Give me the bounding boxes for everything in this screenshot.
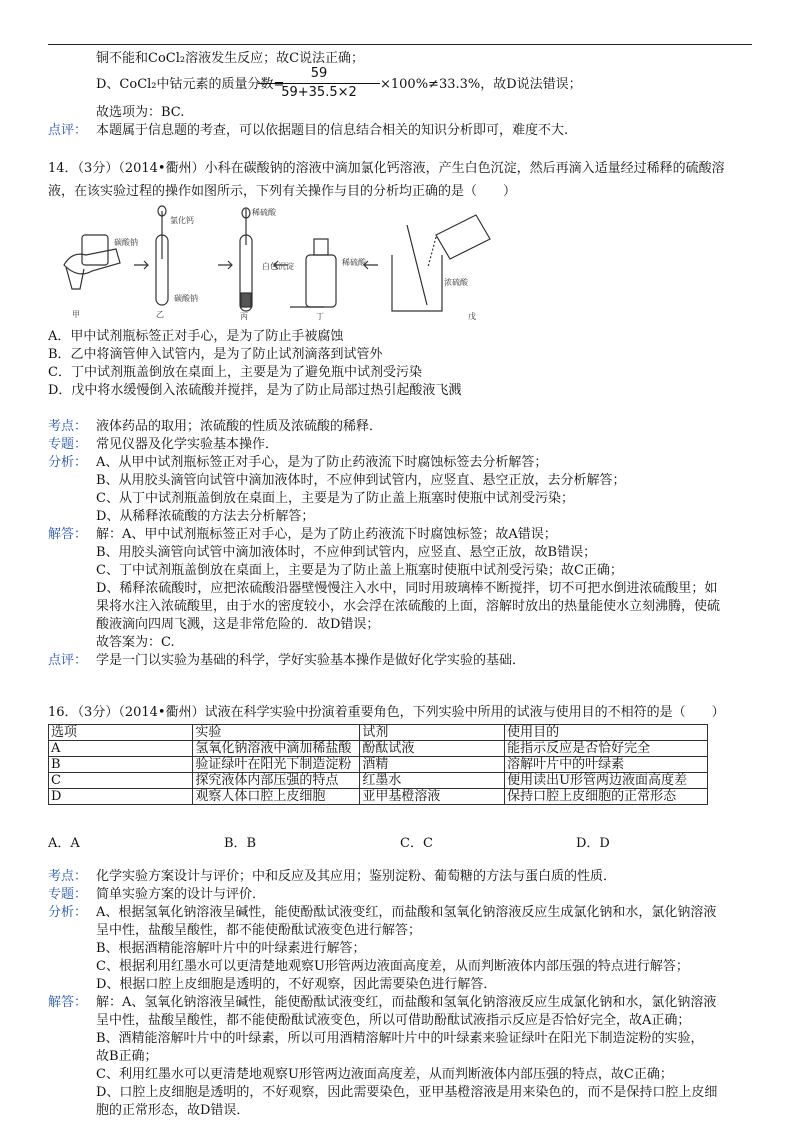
q16-jd-2: 呈中性，盐酸呈酸性，都不能使酚酞试液变色，所以可借助酚酞试液指示反应是否恰好完全，故A正确； [96, 1013, 691, 1028]
table-cell: 溶解叶片中的叶绿素 [505, 757, 708, 773]
table-cell: 试剂 [360, 725, 505, 741]
q14-jd-4: D、稀释浓硫酸时，应把浓硫酸沿器壁慢慢注入水中，同时用玻璃棒不断搅拌，切不可把水倒进浓硫酸里；如 [96, 581, 718, 596]
table-cell: 保持口腔上皮细胞的正常形态 [505, 789, 708, 805]
fig-label-conc: 浓硫酸 [444, 278, 468, 287]
q16-jd-3: B、酒精能溶解叶片中的叶绿素，所以可用酒精溶解叶片中的叶绿素来验证绿叶在阳光下制造淀粉的实验， [96, 1031, 704, 1046]
q16-zt-label: 专题： [48, 887, 88, 902]
q13-comment: 本题属于信息题的考查，可以依据题目的信息结合相关的知识分析即可，难度不大. [96, 123, 569, 138]
q14-jd-5: 果将水注入浓硫酸里，由于水的密度较小，水会浮在浓硫酸的上面，溶解时放出的热量能使水立刻沸腾，使硫 [96, 599, 721, 614]
q16-answer-c: C．C [400, 836, 433, 851]
q14-option-b: B．乙中将滴管伸入试管内，是为了防止试剂滴落到试管外 [48, 347, 383, 362]
q16-jd-7: 胞的正常形态，故D错误． [96, 1103, 250, 1118]
table-cell: 观察人体口腔上皮细胞 [193, 789, 360, 805]
q14-fx-label: 分析： [48, 455, 88, 470]
table-cell: 验证绿叶在阳光下制造淀粉 [193, 757, 360, 773]
q16-jd-4: 故B正确； [96, 1049, 158, 1064]
table-cell: 探究液体内部压强的特点 [193, 773, 360, 789]
q14-option-d: D．戊中将水缓慢倒入浓硫酸并搅拌，是为了防止局部过热引起酸液飞溅 [48, 383, 462, 398]
q13-comment-label: 点评： [48, 123, 88, 138]
q16-fx-4: C、根据利用红墨水可以更清楚地观察U形管两边液面高度差，从而判断液体内部压强的特点进行解答； [96, 959, 689, 974]
q14-kd: 液体药品的取用；浓硫酸的性质及浓硫酸的稀释． [96, 419, 383, 434]
table-cell: 酒精 [360, 757, 505, 773]
fig-label-precip: 白色沉淀 [262, 262, 294, 271]
table-cell: D [49, 789, 193, 805]
table-cell: 实验 [193, 725, 360, 741]
q16-fx-2: 呈中性，盐酸呈酸性，都不能使酚酞试液变色进行解答； [96, 923, 422, 938]
q16-answer-a: A．A [48, 836, 80, 851]
q16-answer-d: D．D [576, 836, 610, 851]
fig-label-yi: 乙 [156, 310, 164, 319]
q14-fx-4: D、从稀释浓硫酸的方法去分析解答； [96, 509, 315, 524]
table-cell: 使用目的 [505, 725, 708, 741]
fraction [258, 66, 380, 101]
fig-label-ding: 丁 [316, 312, 324, 321]
q14-fx-3: C、从丁中试剂瓶盖倒放在桌面上，主要是为了防止盖上瓶塞时使瓶中试剂受污染； [96, 491, 574, 506]
q14-jd-3: C、丁中试剂瓶盖倒放在桌面上，主要是为了防止盖上瓶塞时使瓶中试剂受污染；故C正确； [96, 563, 623, 578]
header-rule [48, 44, 752, 45]
fig-label-jia: 甲 [72, 310, 80, 319]
q16-fx-1: A、根据氢氧化钠溶液呈碱性，能使酚酞试液变红，而盐酸和氢氧化钠溶液反应生成氯化钠和水，氯化钠溶液 [96, 905, 717, 920]
fig-label-cacl2: 氯化钙 [170, 216, 194, 225]
table-cell: 能指示反应是否恰好完全 [505, 741, 708, 757]
q14-jd-1: 解：A、甲中试剂瓶标签正对手心，是为了防止药液流下时腐蚀标签；故A错误； [96, 527, 557, 542]
table-row [49, 789, 708, 805]
q16-kd: 化学实验方案设计与评价；中和反应及其应用；鉴别淀粉、葡萄糖的方法与蛋白质的性质． [96, 869, 617, 884]
fig-label-wu: 戊 [468, 312, 476, 321]
fig-label-dilute: 稀硫酸 [342, 258, 366, 267]
q14-experiment-figure [52, 205, 492, 325]
fig-label-na2co3: 碳酸钠 [174, 294, 198, 303]
fig-label-bing: 丙 [240, 312, 248, 321]
q14-zt: 常见仪器及化学实验基本操作． [96, 437, 279, 452]
q14-kd-label: 考点： [48, 419, 88, 434]
table-row [49, 757, 708, 773]
table-cell: B [49, 757, 193, 773]
q14-jd-7: 故答案为：C. [96, 635, 175, 650]
q14-stem-2: 液，在该实验过程的操作如图所示，下列有关操作与目的分析均正确的是（ ） [48, 184, 517, 199]
table-cell: 亚甲基橙溶液 [360, 789, 505, 805]
q14-dp-label: 点评： [48, 653, 88, 668]
q13-line-3: 故选项为：BC. [96, 105, 185, 120]
table-cell: 便用读出U形管两边液面高度差 [505, 773, 708, 789]
fraction-numerator: 59 [310, 66, 328, 81]
q14-jd-6: 酸液滴向四周飞溅，这是非常危险的．故D错误； [96, 617, 380, 632]
table-row [49, 741, 708, 757]
q16-table [48, 724, 708, 805]
q14-fx-1: A、从甲中试剂瓶标签正对手心，是为了防止药液流下时腐蚀标签去分析解答； [96, 455, 548, 470]
q14-option-a: A．甲中试剂瓶标签正对手心，是为了防止手被腐蚀 [48, 329, 344, 344]
fig-label-a: 碳酸钠 [114, 238, 138, 247]
table-cell: C [49, 773, 193, 789]
q16-fx-3: B、根据酒精能溶解叶片中的叶绿素进行解答； [96, 941, 366, 956]
q16-jd-1: 解：A、氢氧化钠溶液呈碱性，能使酚酞试液变红，而盐酸和氢氧化钠溶液反应生成氯化钠和水，氯化钠溶液 [96, 995, 717, 1010]
table-row [49, 773, 708, 789]
table-cell: 红墨水 [360, 773, 505, 789]
fraction-denominator: 59+35.5×2 [281, 85, 357, 100]
q14-zt-label: 专题： [48, 437, 88, 452]
table-cell: A [49, 741, 193, 757]
table-cell: 酚酞试液 [360, 741, 505, 757]
q14-fx-2: B、从用胶头滴管向试管中滴加液体时，不应伸到试管内，应竖直、悬空正放，去分析解答； [96, 473, 626, 488]
q16-jd-label: 解答： [48, 995, 88, 1010]
q16-kd-label: 考点： [48, 869, 88, 884]
q16-fx-5: D、根据口腔上皮细胞是透明的，不好观察，因此需要染色进行解答． [96, 977, 497, 992]
q16-jd-5: C、利用红墨水可以更清楚地观察U形管两边液面高度差，从而判断液体内部压强的特点，故C正确； [96, 1067, 673, 1082]
q16-jd-6: D、口腔上皮细胞是透明的，不好观察，因此需要染色，亚甲基橙溶液是用来染色的，而不是保持口腔上皮细 [96, 1085, 718, 1100]
q14-jd-2: B、用胶头滴管向试管中滴加液体时，不应伸到试管内，应竖直、悬空正放，故B错误； [96, 545, 597, 560]
table-cell: 选项 [49, 725, 193, 741]
q14-jd-label: 解答： [48, 527, 88, 542]
q14-dp: 学是一门以实验为基础的科学，学好实验基本操作是做好化学实验的基础． [96, 653, 526, 668]
q14-option-c: C．丁中试剂瓶盖倒放在桌面上，主要是为了避免瓶中试剂受污染 [48, 365, 422, 380]
table-cell: 氢氧化钠溶液中滴加稀盐酸 [193, 741, 360, 757]
q16-stem: 16．（3分）（2014•衢州）试液在科学实验中扮演着重要角色，下列实验中所用的试液与使用目的不相符的是（ ） [48, 705, 725, 720]
q13-line-2-pre: D、CoCl₂中钴元素的质量分数= [96, 77, 285, 92]
q16-fx-label: 分析： [48, 905, 88, 920]
fig-label-h2so4: 稀硫酸 [252, 208, 276, 217]
q13-line-2-post: ×100%≠33.3%，故D说法错误； [380, 77, 582, 92]
q13-line-1: 铜不能和CoCl₂溶液发生反应；故C说法正确； [96, 51, 365, 66]
q16-zt: 简单实验方案的设计与评价． [96, 887, 266, 902]
q14-stem-1: 14．（3分）（2014•衢州）小科在碳酸钠的溶液中滴加氯化钙溶液，产生白色沉淀，然后再滴入适量经过稀释的硫酸溶 [48, 161, 725, 176]
table-row [49, 725, 708, 741]
q16-answer-b: B．B [224, 836, 257, 851]
